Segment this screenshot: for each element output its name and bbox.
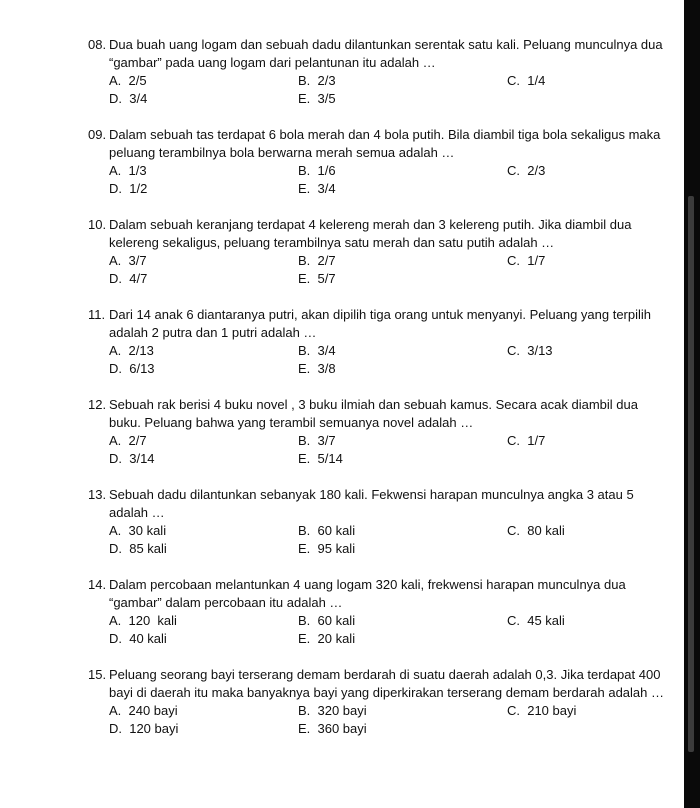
option-grid xyxy=(88,432,668,468)
option-b: B. 2/3 xyxy=(298,73,336,88)
question-stem xyxy=(88,36,668,72)
option-c: C. 45 kali xyxy=(507,613,565,628)
question-text: Dua buah uang logam dan sebuah dadu dilantunkan serentak satu kali. Peluang munculnya dua “gambar” pada uang logam dari pelantunan itu adalah … xyxy=(109,37,663,70)
question-stem xyxy=(88,396,668,432)
option-grid xyxy=(88,342,668,378)
question-stem xyxy=(88,306,668,342)
option-e: E. 5/14 xyxy=(298,451,343,466)
option-e: E. 3/4 xyxy=(298,181,336,196)
question-13 xyxy=(88,486,668,558)
question-text: Sebuah rak berisi 4 buku novel , 3 buku ilmiah dan sebuah kamus. Secara acak diambil dua buku. Peluang bahwa yang terambil semuanya novel adalah … xyxy=(109,397,638,430)
option-grid xyxy=(88,702,668,738)
option-b: B. 2/7 xyxy=(298,253,336,268)
option-d: D. 1/2 xyxy=(109,181,148,196)
question-14 xyxy=(88,576,668,648)
question-number: 10. xyxy=(88,217,107,232)
option-a: A. 30 kali xyxy=(109,523,167,538)
question-number: 13. xyxy=(88,487,107,502)
option-e: E. 95 kali xyxy=(298,541,356,556)
option-a: A. 1/3 xyxy=(109,163,147,178)
question-number: 11. xyxy=(88,307,106,322)
option-e: E. 3/5 xyxy=(298,91,336,106)
option-b: B. 3/7 xyxy=(298,433,336,448)
option-grid xyxy=(88,612,668,648)
option-b: B. 1/6 xyxy=(298,163,336,178)
question-text: Dalam percobaan melantunkan 4 uang logam 320 kali, frekwensi harapan munculnya dua “gambar” dalam percobaan itu adalah … xyxy=(109,577,626,610)
option-d: D. 3/14 xyxy=(109,451,155,466)
option-a: A. 240 bayi xyxy=(109,703,178,718)
question-10 xyxy=(88,216,668,288)
question-stem xyxy=(88,216,668,252)
question-number: 14. xyxy=(88,577,107,592)
question-stem xyxy=(88,576,668,612)
question-number: 12. xyxy=(88,397,107,412)
question-11 xyxy=(88,306,668,378)
question-number: 09. xyxy=(88,127,107,142)
question-text: Dalam sebuah keranjang terdapat 4 kelereng merah dan 3 kelereng putih. Jika diambil dua kelereng sekaligus, peluang terambilnya satu merah dan satu putih adalah … xyxy=(109,217,632,250)
option-grid xyxy=(88,72,668,108)
question-list xyxy=(88,36,668,756)
question-09 xyxy=(88,126,668,198)
option-b: B. 60 kali xyxy=(298,523,356,538)
option-a: A. 2/7 xyxy=(109,433,147,448)
option-c: C. 1/7 xyxy=(507,253,546,268)
option-c: C. 1/7 xyxy=(507,433,546,448)
option-c: C. 210 bayi xyxy=(507,703,577,718)
scrollbar-thumb[interactable] xyxy=(688,196,694,752)
question-text: Sebuah dadu dilantunkan sebanyak 180 kali. Fekwensi harapan munculnya angka 3 atau 5 adalah … xyxy=(109,487,634,520)
option-grid xyxy=(88,252,668,288)
question-stem xyxy=(88,126,668,162)
option-c: C. 1/4 xyxy=(507,73,546,88)
question-08 xyxy=(88,36,668,108)
option-d: D. 6/13 xyxy=(109,361,155,376)
option-d: D. 40 kali xyxy=(109,631,167,646)
option-d: D. 4/7 xyxy=(109,271,148,286)
option-a: A. 2/5 xyxy=(109,73,147,88)
question-stem xyxy=(88,666,668,702)
question-text: Dari 14 anak 6 diantaranya putri, akan dipilih tiga orang untuk menyanyi. Peluang yang terpilih adalah 2 putra dan 1 putri adalah … xyxy=(109,307,652,340)
question-number: 08. xyxy=(88,37,107,52)
option-a: A. 2/13 xyxy=(109,343,154,358)
question-text: Dalam sebuah tas terdapat 6 bola merah dan 4 bola putih. Bila diambil tiga bola sekaligus maka peluang terambilnya bola berwarna merah semua adalah … xyxy=(109,127,661,160)
option-e: E. 3/8 xyxy=(298,361,336,376)
question-15 xyxy=(88,666,668,738)
option-e: E. 5/7 xyxy=(298,271,336,286)
option-c: C. 3/13 xyxy=(507,343,553,358)
question-number: 15. xyxy=(88,667,107,682)
question-12 xyxy=(88,396,668,468)
option-d: D. 120 bayi xyxy=(109,721,179,736)
option-b: B. 320 bayi xyxy=(298,703,367,718)
option-e: E. 20 kali xyxy=(298,631,356,646)
question-text: Peluang seorang bayi terserang demam berdarah di suatu daerah adalah 0,3. Jika terdapat 400 bayi di daerah itu maka banyaknya bayi yang diperkirakan terserang demam berdarah adalah … xyxy=(109,667,664,700)
option-e: E. 360 bayi xyxy=(298,721,367,736)
option-grid xyxy=(88,522,668,558)
question-stem xyxy=(88,486,668,522)
option-c: C. 80 kali xyxy=(507,523,565,538)
option-d: D. 3/4 xyxy=(109,91,148,106)
option-a: A. 3/7 xyxy=(109,253,147,268)
option-c: C. 2/3 xyxy=(507,163,546,178)
option-b: B. 60 kali xyxy=(298,613,356,628)
option-grid xyxy=(88,162,668,198)
option-a: A. 120 kali xyxy=(109,613,177,628)
option-b: B. 3/4 xyxy=(298,343,336,358)
option-d: D. 85 kali xyxy=(109,541,167,556)
